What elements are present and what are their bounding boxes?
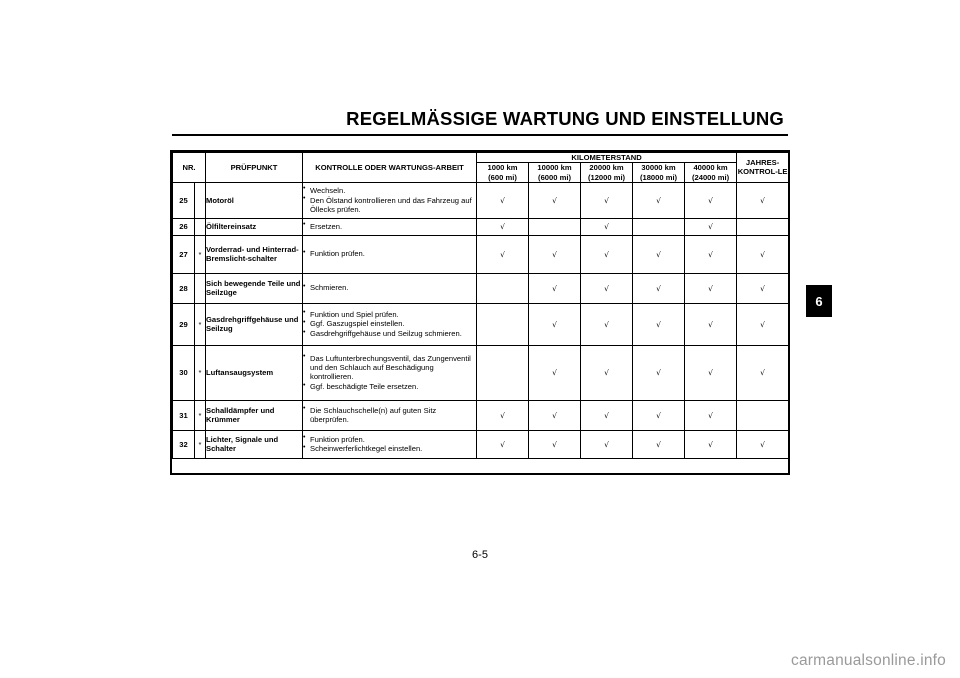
interval-check-5: √ [685,400,737,430]
row-asterisk [195,273,206,303]
interval-check-1: √ [477,400,529,430]
work-task: • Gasdrehgriffgehäuse und Seilzug schmieren. [303,329,476,338]
work-task: • Das Luftunterbrechungsventil, das Zungenventil und den Schlauch auf Beschädigung kontrollieren. [303,354,476,382]
interval-check-5: √ [685,218,737,235]
interval-check-1: √ [477,430,529,458]
interval-check-5: √ [685,303,737,345]
row-item-name: Motoröl [206,182,303,218]
header-interval-2-mi: (6000 mi) [538,172,571,182]
interval-check-4: √ [633,182,685,218]
header-item: PRÜFPUNKT [206,153,303,183]
row-work-description [303,182,477,218]
interval-check-5: √ [685,430,737,458]
header-interval-1 [477,163,529,183]
row-work-description [303,273,477,303]
work-task: • Ersetzen. [303,222,476,231]
annual-check: √ [737,182,789,218]
row-work-description [303,218,477,235]
table-row [173,303,789,345]
table-row [173,218,789,235]
row-asterisk: * [195,430,206,458]
row-number: 29 [173,303,195,345]
annual-check: √ [737,303,789,345]
table-row [173,273,789,303]
interval-check-2: √ [529,400,581,430]
table-row [173,345,789,400]
interval-check-4: √ [633,345,685,400]
interval-check-4: √ [633,303,685,345]
interval-check-1 [477,303,529,345]
interval-check-3: √ [581,235,633,273]
interval-check-2: √ [529,235,581,273]
interval-check-4: √ [633,430,685,458]
table-row [173,400,789,430]
header-interval-4-km: 30000 km [641,163,676,173]
row-item-name: Schalldämpfer und Krümmer [206,400,303,430]
header-divider [172,134,788,136]
interval-check-3: √ [581,400,633,430]
header-interval-2 [529,163,581,183]
row-item-name: Ölfiltereinsatz [206,218,303,235]
interval-check-5: √ [685,182,737,218]
interval-check-5: √ [685,235,737,273]
header-interval-3 [581,163,633,183]
row-asterisk: * [195,400,206,430]
row-work-description [303,430,477,458]
interval-check-3: √ [581,345,633,400]
interval-check-1: √ [477,182,529,218]
row-number: 31 [173,400,195,430]
header-interval-3-mi: (12000 mi) [587,172,626,182]
table-body [173,182,789,458]
interval-check-2: √ [529,345,581,400]
work-task: • Funktion prüfen. [303,249,476,258]
interval-check-1 [477,273,529,303]
annual-check [737,400,789,430]
table-header-row-1 [173,153,789,163]
work-task: • Funktion und Spiel prüfen. [303,310,476,319]
row-work-description [303,345,477,400]
interval-check-2 [529,218,581,235]
row-asterisk [195,218,206,235]
interval-check-3: √ [581,303,633,345]
row-item-name: Gasdrehgriffgehäuse und Seilzug [206,303,303,345]
header-work: KONTROLLE ODER WARTUNGS-ARBEIT [303,153,477,183]
header-nr: NR. [173,153,206,183]
annual-check: √ [737,430,789,458]
header-interval-1-mi: (600 mi) [488,172,517,182]
page-number: 6-5 [472,549,488,561]
work-task: • Ggf. Gaszugspiel einstellen. [303,319,476,328]
row-work-description [303,235,477,273]
interval-check-1: √ [477,235,529,273]
header-interval-3-km: 20000 km [589,163,624,173]
interval-check-5: √ [685,345,737,400]
interval-check-4 [633,218,685,235]
interval-check-2: √ [529,273,581,303]
table-row [173,235,789,273]
work-task: • Scheinwerferlichtkegel einstellen. [303,444,476,453]
interval-check-2: √ [529,430,581,458]
chapter-tab-marker: 6 [806,285,832,317]
row-item-name: Luftansaugsystem [206,345,303,400]
row-asterisk: * [195,345,206,400]
work-task: • Die Schlauchschelle(n) auf guten Sitz überprüfen. [303,406,476,425]
row-number: 27 [173,235,195,273]
row-asterisk: * [195,235,206,273]
work-task: • Wechseln. [303,186,476,195]
interval-check-3: √ [581,430,633,458]
header-interval-5 [685,163,737,183]
maintenance-table [172,152,789,459]
interval-check-1: √ [477,218,529,235]
interval-check-5: √ [685,273,737,303]
table-row [173,430,789,458]
row-item-name: Lichter, Signale und Schalter [206,430,303,458]
interval-check-2: √ [529,303,581,345]
row-number: 30 [173,345,195,400]
watermark: carmanualsonline.info [791,652,946,669]
header-annual-check: JAHRES-KONTROL-LE [737,153,789,183]
interval-check-3: √ [581,273,633,303]
row-number: 32 [173,430,195,458]
header-interval-5-mi: (24000 mi) [691,172,730,182]
row-item-name: Vorderrad- und Hinterrad-Bremslicht-schalter [206,235,303,273]
header-interval-4 [633,163,685,183]
work-task: • Funktion prüfen. [303,435,476,444]
header-interval-5-km: 40000 km [693,163,728,173]
header-interval-4-mi: (18000 mi) [639,172,678,182]
interval-check-3: √ [581,182,633,218]
work-task: • Schmieren. [303,283,476,292]
annual-check: √ [737,345,789,400]
row-number: 25 [173,182,195,218]
table-row [173,182,789,218]
interval-check-1 [477,345,529,400]
row-asterisk [195,182,206,218]
annual-check [737,218,789,235]
row-work-description [303,400,477,430]
interval-check-3: √ [581,218,633,235]
work-task: • Ggf. beschädigte Teile ersetzen. [303,382,476,391]
annual-check: √ [737,273,789,303]
row-number: 26 [173,218,195,235]
row-work-description [303,303,477,345]
row-number: 28 [173,273,195,303]
work-task: • Den Ölstand kontrollieren und das Fahrzeug auf Öllecks prüfen. [303,196,476,215]
interval-check-4: √ [633,273,685,303]
interval-check-2: √ [529,182,581,218]
header-interval-2-km: 10000 km [537,163,572,173]
interval-check-4: √ [633,235,685,273]
interval-check-4: √ [633,400,685,430]
annual-check: √ [737,235,789,273]
row-item-name: Sich bewegende Teile und Seilzüge [206,273,303,303]
header-interval-1-km: 1000 km [487,163,518,173]
row-asterisk: * [195,303,206,345]
header-odometer-group: KILOMETERSTAND [477,153,737,163]
page-title: REGELMÄSSIGE WARTUNG UND EINSTELLUNG [346,108,784,129]
